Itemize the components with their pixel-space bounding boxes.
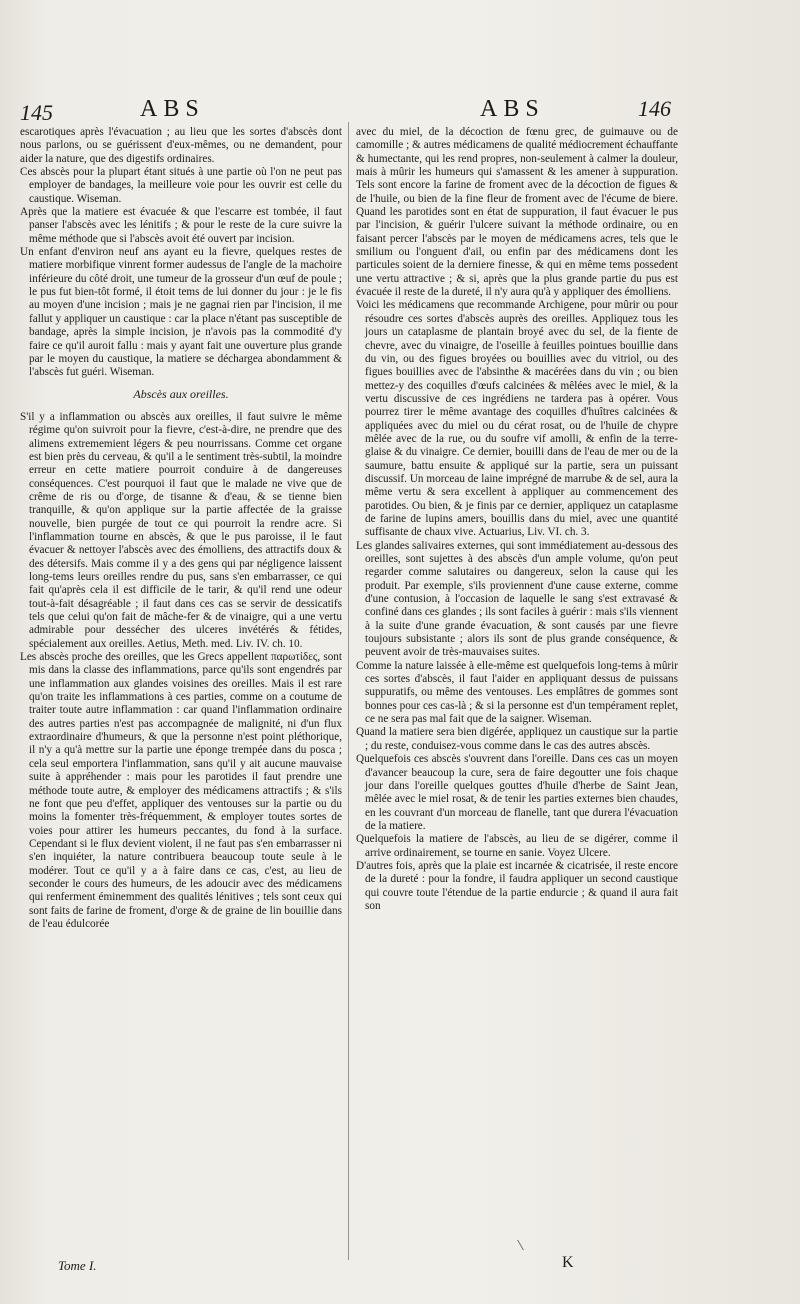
- running-header: [0, 96, 800, 126]
- page-number-left: 145: [20, 100, 53, 125]
- page-number-right: 146: [638, 96, 671, 121]
- paragraph: Quelquefois ces abscès s'ouvrent dans l'oreille. Dans ces cas un moyen d'avancer beaucoup la cure, sera de faire degoutter une fois chaque jour dans l'oreille quelques gouttes d'huile d'herbe de Saint Jean, mêlée avec le miel rosat, & de tenir les parties externes bien chaudes, en les couvrant d'un morceau de flanelle, tant que durera l'évacuation de la matiere.: [356, 753, 678, 832]
- signature-mark: K: [562, 1254, 574, 1271]
- column-divider: [348, 122, 349, 1260]
- volume-footer: Tome I.: [58, 1258, 97, 1273]
- ink-mark: [517, 1240, 538, 1250]
- paragraph: Voici les médicamens que recommande Archigene, pour mûrir ou pour résoudre ces sortes d'abscès auprès des oreilles. Appliquez tous les jours un cataplasme de plantain broyé avec du sel, de la fiente de chevre, avec du vinaigre, de l'oseille à feuilles pointues bouillie dans du vin, ou des figues broyées ou bouillies avec du vitriol, ou des figues bouillies avec de l'absinthe & macérées dans du vin ; ou bien mettez-y des coquilles d'œufs calcinées & mêlées avec le miel, & la vertu discussive de ces ingrédiens ne tardera pas à opérer. Vous pourrez tirer le même avantage des coquilles d'huîtres calcinées & appliquées avec du miel ou du cérat rosat, ou de l'huile de chypre mêlée avec de la rue, ou du soufre vif amolli, & enfin de la terre-glaise & du vinaigre. Ce dernier, bouilli dans de l'eau de mer ou de la saumure, battu ensuite & appliqué sur la partie, sera un puissant discussif. Un morceau de laine imprégné de marrube & de sel, aura la même vertu & sera excellent à appliquer au commencement des parotides. Ou bien, & je finis par ce dernier, appliquez un cataplasme de farine de lupins amers, bouillis dans du miel, avec une quantité suffisante de chaux vive. Actuarius, Liv. VI. ch. 3.: [356, 299, 678, 539]
- paragraph: Comme la nature laissée à elle-même est quelquefois long-tems à mûrir ces sortes d'abscès, il faut l'aider en appliquant dessus de puissans suppuratifs, ou même des ventouses. Les emplâtres de gommes sont bonnes pour ces cas-là ; & si la personne est d'un tempérament replet, ce ne sera pas mal fait que de la saigner. Wiseman.: [356, 659, 678, 726]
- paragraph: Un enfant d'environ neuf ans ayant eu la fievre, quelques restes de matiere morbifique vinrent former audessus de l'angle de la machoire inférieure du côté droit, une tumeur de la grosseur d'un œuf de poule ; le pus fut bien-tôt formé, il étoit tems de lui donner du jour : je le fis au moyen d'une incision ; mais je ne gagnai rien par l'incision, il me fallut y appliquer un caustique : car la place n'étant pas susceptible de bandage, après la simple incision, je n'avois pas la commodité d'y faire ce qu'il auroit fallu : mais y ayant fait une ouverture plus grande par le moyen du caustique, la matiere se déchargea abondamment & l'abscès fut guéri. Wiseman.: [20, 246, 342, 379]
- section-subtitle: Abscès aux oreilles.: [133, 386, 229, 401]
- paragraph: Quelquefois la matiere de l'abscès, au lieu de se digérer, comme il arrive ordinairement, se tourne en sanie. Voyez Ulcere.: [356, 833, 678, 859]
- paragraph: S'il y a inflammation ou abscès aux oreilles, il faut suivre le même régime qu'on suivroit pour la fievre, c'est-à-dire, ne prendre que des alimens extrememient légers & peu nourrissans. Comme cet organe est bien près du cerveau, & qu'il a le sentiment très-subtil, la moindre erreur en cette matiere pourroit conduire à de dangereuses conséquences. C'est pourquoi il faut que le malade ne vive que de crême de ris ou d'orge, de tisanne & d'eau, & se tienne bien tranquille, & qu'on applique sur la partie affectée de la graisse nouvelle, bien purgée de tout ce qui pourroit la rendre acre. Si l'inflammation tourne en abscès, & que le pus paroisse, il le faut évacuer & nettoyer l'abscès avec des émolliens, des attractifs doux & des détersifs. Mais comme il y a des gens qui par négligence laissent long-tems leurs oreilles rendre du pus, sans s'en embarrasser, ce qui fait qu'après cela il est difficile de le tarir, & qu'il rend une odeur tout-à-fait désagréable ; il faut dans ces cas se servir de dessicatifs tels que celui qu'on fait de mâche-fer & de vinaigre, qui a une vertu admirable pour dessécher des ulceres invétérés & fétides, spécialement aux oreilles. Aetius, Meth. med. Liv. IV. ch. 10.: [20, 410, 342, 650]
- paragraph: D'autres fois, après que la plaie est incarnée & cicatrisée, il reste encore de la dureté : pour la fondre, il faudra appliquer un second caustique qui couvre toute l'étendue de la partie endurcie ; & quand il aura fait son: [356, 859, 678, 912]
- paragraph: Les glandes salivaires externes, qui sont immédiatement au-dessous des oreilles, sont sujettes à des abscès d'un ample volume, qu'on peut regarder comme salutaires ou dangereux, selon la cause qui les produit. Par exemple, s'ils proviennent d'une cause externe, comme d'une contusion, à l'occasion de laquelle le sang s'est extravasé & confiné dans ces glandes ; ils sont faciles à guérir : mais s'ils viennent à la suite d'une grande évacuation, & sont causés par une fievre toujours subsistante ; alors ils sont de plus grande conséquence, & peuvent avoir de très-mauvaises suites.: [356, 539, 678, 659]
- paragraph: Les abscès proche des oreilles, que les Grecs appellent παρωτίδες, sont mis dans la classe des inflammations, parce qu'ils sont engendrés par une inflammation aux glandes voisines des oreilles. Mais il est rare qu'on traite les inflammations à ces parties, comme on a coutume de traiter toute autre inflammation : car quand l'inflammation ordinaire des autres parties n'est pas accompagnée de malignité, ni d'un flux extraordinaire d'humeurs, & que la personne n'est point pléthorique, il n'y a qu'à mettre sur la partie une éponge trempée dans du posca ; cela seul emportera l'inflammation, sans qu'il y ait aucune mauvaise suite à appréhender : mais pour les parotides il faut prendre une méthode toute autre, & employer des médicamens attractifs ; & s'ils ne font que peu d'effet, appliquer des ventouses sur la partie ou du moins la fomenter très-fréquemment, & employer toutes sortes de voies pour attirer les humeurs peccantes, du fond à la surface. Cependant si le flux devient violent, il ne faut pas s'en embarrasser ni s'en inquiéter, la nature contribuera beaucoup toute seule à le modérer. Tout ce qu'il y a à faire dans ce cas, c'est, au lieu de seconder le cours des humeurs, de les adoucir avec des médicamens qui renferment éminemment des qualités lénitives ; tels sont ceux qui sont faits de farine de froment, d'orge & de graine de lin bouillie dans de l'eau édulcorée: [20, 651, 342, 930]
- left-column: [20, 126, 342, 931]
- paragraph: avec du miel, de la décoction de fœnu grec, de guimauve ou de camomille ; & autres médicamens de qualité médiocrement échauffante & humectante, qui les rend propres, non-seulement à calmer la douleur, mais à mûrir les humeurs qui s'amassent & les amener à suppuration. Tels sont encore la farine de froment avec de la décoction de figues & de l'huile, ou bien de la fine fleur de froment avec de l'écume de biere. Quand les parotides sont en état de suppuration, il faut évacuer le pus par l'incision, & guérir l'ulcere suivant la méthode ordinaire, ou en faisant percer l'abscès par le moyen de médicamens acres, tels que le smilium ou l'onguent d'ail, ou enfin par des médicamens dont les particules soient de la derniere finesse, & qui en même tems possedent une vertu attractive ; & si, après que la plus grande partie du pus est évacuée il reste de la dureté, il n'y aura qu'à y appliquer des émolliens.: [356, 126, 678, 299]
- paragraph: escarotiques après l'évacuation ; au lieu que les sortes d'abscès dont nous parlons, ou se guérissent d'eux-mêmes, ou ne demandent, pour aider la nature, que des digestifs ordinaires.: [20, 126, 342, 165]
- paragraph: Après que la matiere est évacuée & que l'escarre est tombée, il faut panser l'abscès avec les lénitifs ; & pour le reste de la cure suivre la même méthode que si l'abscès avoit été ouvert par incision.: [20, 206, 342, 245]
- paragraph: Quand la matiere sera bien digérée, appliquez un caustique sur la partie ; du reste, conduisez-vous comme dans le cas des autres abscès.: [356, 726, 678, 752]
- right-column: [356, 126, 678, 913]
- paragraph: Ces abscès pour la plupart étant situés à une partie où l'on ne peut pas employer de bandages, la meilleure voie pour les ouvrir est celle du caustique. Wiseman.: [20, 166, 342, 205]
- running-head-right: ABS: [480, 96, 545, 122]
- running-head-left: ABS: [140, 96, 205, 122]
